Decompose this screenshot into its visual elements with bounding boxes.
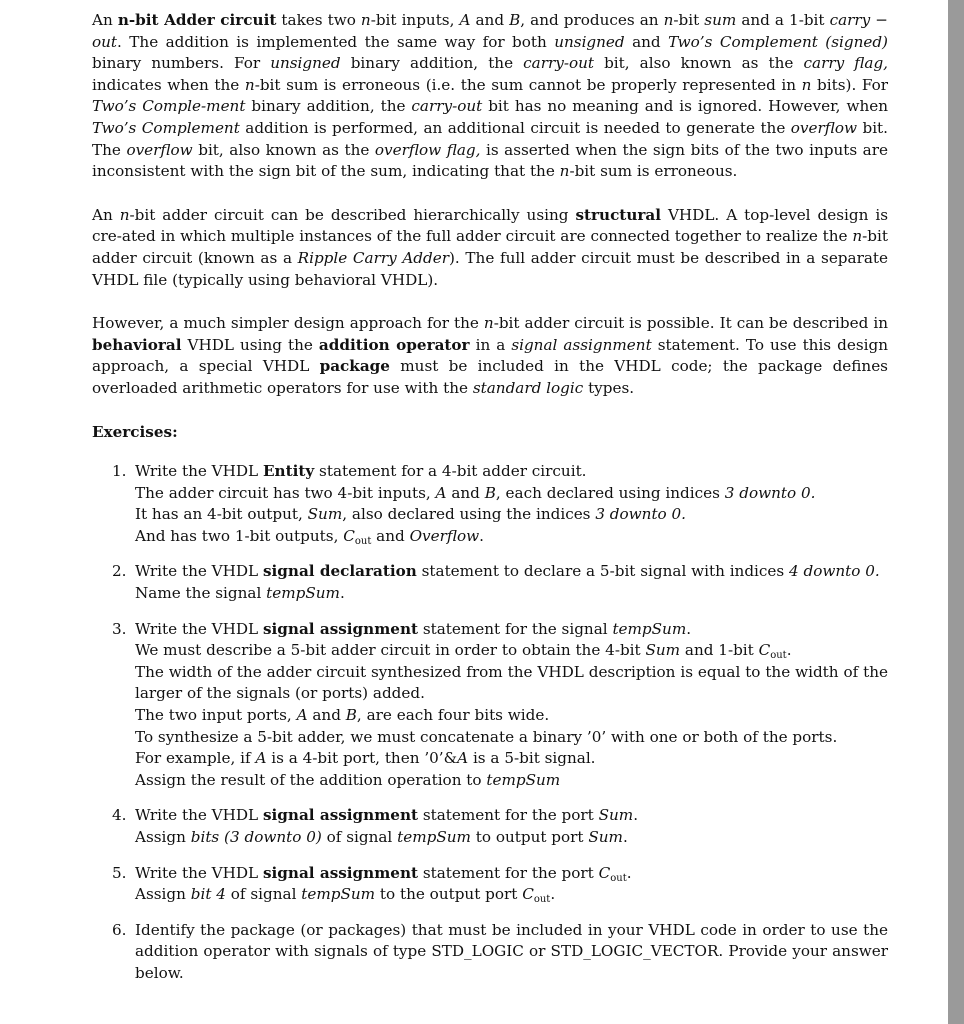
intro-paragraph-1: An n-bit Adder circuit takes two n-bit inputs, A and B, and produces an n-bit sum and a 1-bit carry − out. The addition is implemented the same way for both unsigned and Two’s Complement (signed) binary numbers. For unsigned binary addition, the carry-out bit, also known as the carry flag, indicates when the n-bit sum is erroneous (i.e. the sum cannot be properly represented in n bits). For Two’s Comple-ment binary addition, the carry-out bit has no meaning and is ignored. However, when Two’s Complement addition is performed, an additional circuit is needed to generate the overflow bit. The overflow bit, also known as the overflow flag, is asserted when the sign bits of the two inputs are inconsistent with the sign bit of the sum, indicating that the n-bit sum is erroneous. — [92, 11, 889, 181]
exercise-number: 5. — [112, 863, 127, 882]
exercise-item-2 — [92, 561, 888, 604]
exercise-line: Assign the result of the addition operation to tempSum — [135, 770, 561, 789]
exercise-line: Write the VHDL signal assignment statement for the port Sum. — [135, 806, 639, 825]
exercise-line: The two input ports, A and B, are each four bits wide. — [135, 706, 550, 725]
exercise-item-6 — [92, 920, 888, 985]
exercise-line: Write the VHDL signal assignment statement for the port $C_{out}$. — [135, 863, 632, 884]
exercise-number: 6. — [112, 920, 127, 939]
exercise-line: Write the VHDL signal assignment statement for the signal tempSum. — [135, 619, 692, 638]
exercise-line: For example, if A is a 4-bit port, then ’0’&A is a 5-bit signal. — [135, 749, 596, 768]
scrollbar[interactable] — [948, 0, 964, 1024]
intro-paragraph-3: However, a much simpler design approach for the n-bit adder circuit is possible. It can be described in behavioral VHDL using the addition operator in a signal assignment statement. To use this design approach, a special VHDL package must be included in the VHDL code; the package defines overloaded arithmetic operators for use with the standard logic types. — [92, 314, 888, 397]
exercise-line: It has an 4-bit output, Sum, also declared using the indices 3 downto 0. — [135, 505, 687, 524]
exercise-line: Write the VHDL Entity statement for a 4-bit adder circuit. — [135, 462, 587, 481]
exercise-item-4 — [92, 805, 888, 848]
exercise-number: 1. — [112, 462, 127, 481]
exercise-item-3 — [92, 619, 888, 792]
exercise-number: 2. — [112, 562, 127, 581]
exercise-line: Assign bits (3 downto 0) of signal tempSum to output port Sum. — [135, 828, 628, 846]
exercise-line: To synthesize a 5-bit adder, we must concatenate a binary ’0’ with one or both of the ports. — [135, 727, 838, 746]
exercise-list — [92, 461, 888, 984]
exercise-line: We must describe a 5-bit adder circuit in order to obtain the 4-bit Sum and 1-bit $C_{out}$. — [135, 641, 792, 662]
exercise-item-1 — [92, 461, 888, 547]
exercise-line: Write the VHDL signal declaration statement to declare a 5-bit signal with indices 4 downto 0. — [135, 562, 880, 581]
exercise-number: 4. — [112, 806, 127, 825]
exercise-line: Name the signal tempSum. — [135, 584, 345, 603]
exercise-item-5 — [92, 863, 888, 906]
intro-paragraph-2: An n-bit adder circuit can be described hierarchically using structural VHDL. A top-level design is cre-ated in which multiple instances of the full adder circuit are connected together to realize the n-bit adder circuit (known as a Ripple Carry Adder). The full adder circuit must be described in a separate VHDL file (typically using behavioral VHDL). — [92, 205, 888, 289]
exercise-number: 3. — [112, 619, 127, 638]
document-page — [92, 10, 888, 999]
exercises-heading: Exercises: — [92, 422, 178, 441]
exercise-line: The width of the adder circuit synthesized from the VHDL description is equal to the width of the larger of the signals (or ports) added. — [135, 662, 888, 703]
exercise-line: And has two 1-bit outputs, $C_{out}$ and Overflow. — [135, 526, 484, 547]
exercise-line: The adder circuit has two 4-bit inputs, A and B, each declared using indices 3 downto 0. — [135, 483, 816, 502]
exercise-line: Identify the package (or packages) that must be included in your VHDL code in order to use the addition operator with signals of type STD_LOGIC or STD_LOGIC_VECTOR. Provide your answer below. — [135, 920, 888, 982]
exercise-line: Assign bit 4 of signal tempSum to the output port $C_{out}$. — [135, 885, 556, 906]
